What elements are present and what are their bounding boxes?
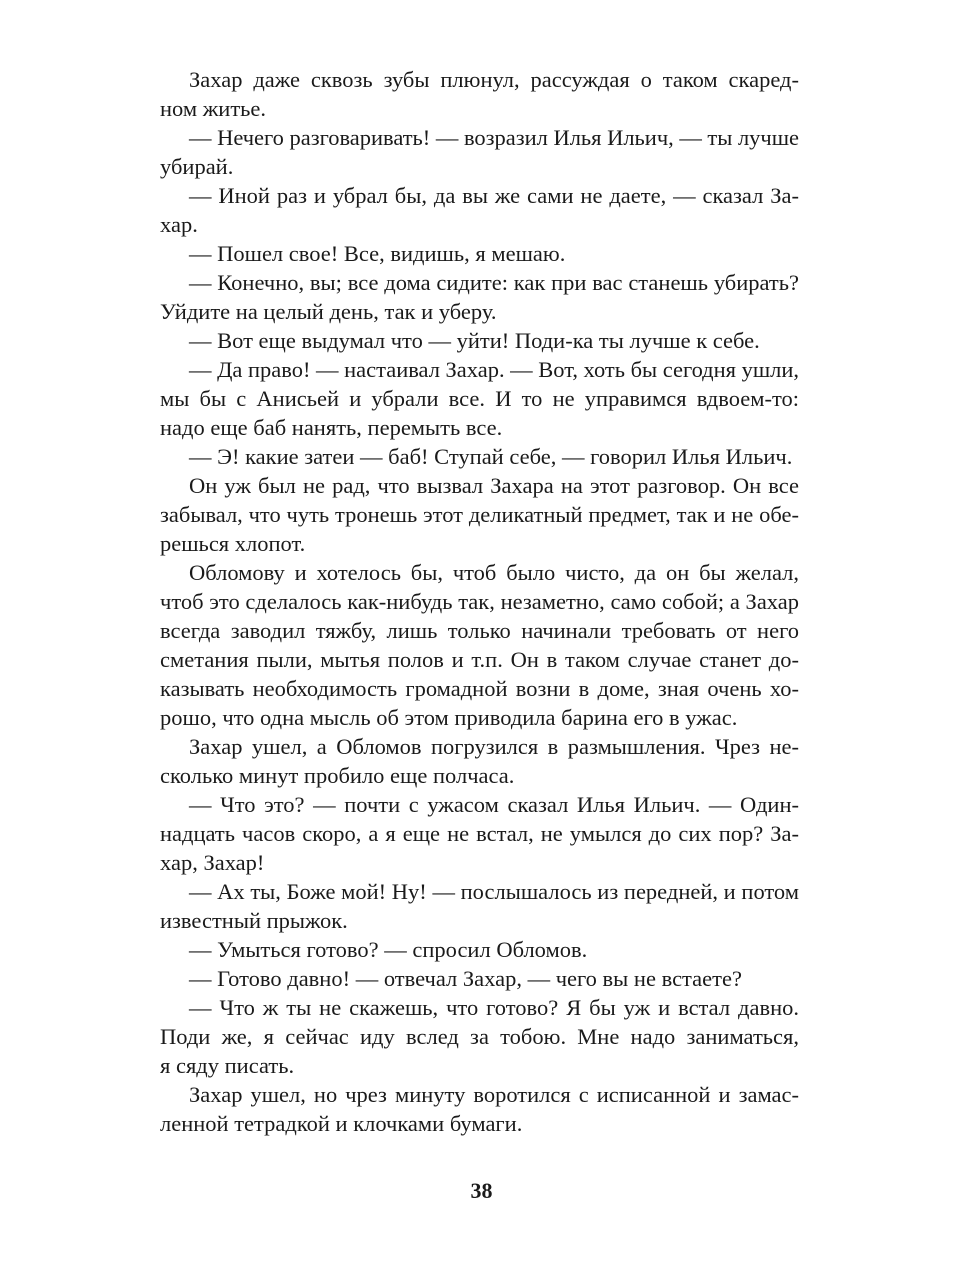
text-line: хар, Захар!	[160, 850, 265, 875]
paragraph	[131, 471, 799, 558]
text-line: известный прыжок.	[160, 908, 348, 933]
text-line: Захар ушел, а Обломов погрузился в размышления. Чрез не-	[189, 734, 799, 759]
text-line: Уйдите на целый день, так и уберу.	[160, 299, 497, 324]
text-line: всегда заводил тяжбу, лишь только начинали требовать от него	[160, 618, 799, 643]
text-line: — Да право! — настаивал Захар. — Вот, хоть бы сегодня ушли,	[189, 357, 800, 382]
text-line: чтоб это сделалось как-нибудь так, незаметно, само собой; а Захар	[160, 589, 799, 614]
text-line: — Вот еще выдумал что — уйти! Поди-ка ты лучше к себе.	[189, 328, 760, 353]
paragraph	[131, 964, 799, 993]
paragraph	[131, 790, 799, 877]
text-line: я сяду писать.	[160, 1053, 295, 1078]
text-line: казывать необходимость громадной возни в доме, зная очень хо-	[160, 676, 799, 701]
text-line: — Пошел свое! Все, видишь, я мешаю.	[189, 241, 566, 266]
page-number: 38	[470, 1178, 493, 1203]
text-line: сметания пыли, мытья полов и т.п. Он в таком случае станет до-	[160, 647, 799, 672]
text-line: Захар даже сквозь зубы плюнул, рассуждая о таком скаред-	[189, 67, 799, 92]
body-text	[131, 65, 799, 1138]
paragraph	[131, 355, 799, 442]
text-line: — Ах ты, Боже мой! Ну! — послышалось из передней, и потом	[189, 879, 799, 904]
text-line: — Нечего разговаривать! — возразил Илья Ильич, — ты лучше	[189, 125, 799, 150]
text-line: ленной тетрадкой и клочками бумаги.	[160, 1111, 523, 1136]
text-line: забывал, что чуть тронешь этот деликатный предмет, так и не обе-	[160, 502, 799, 527]
text-line: надцать часов скоро, а я еще не встал, не умылся до сих пор? За-	[160, 821, 799, 846]
paragraph	[131, 935, 799, 964]
text-line: надо еще баб нанять, перемыть все.	[160, 415, 503, 440]
text-line: — Что ж ты не скажешь, что готово? Я бы уж и встал давно.	[189, 995, 799, 1020]
text-line: убирай.	[160, 154, 234, 179]
text-line: ном житье.	[160, 96, 267, 121]
text-line: — Иной раз и убрал бы, да вы же сами не даете, — сказал За-	[189, 183, 799, 208]
paragraph	[131, 993, 799, 1080]
text-line: Он уж был не рад, что вызвал Захара на этот разговор. Он все	[189, 473, 799, 498]
text-line: мы бы с Анисьей и убрали все. И то не управимся вдвоем-то:	[160, 386, 799, 411]
text-line: — Что это? — почти с ужасом сказал Илья Ильич. — Один-	[189, 792, 799, 817]
text-line: — Э! какие затеи — баб! Ступай себе, — говорил Илья Ильич.	[189, 444, 793, 469]
paragraph	[131, 65, 799, 123]
paragraph	[131, 732, 799, 790]
paragraph	[131, 268, 799, 326]
text-line: решься хлопот.	[160, 531, 306, 556]
paragraph	[131, 1080, 799, 1138]
paragraph	[131, 326, 799, 355]
text-line: — Умыться готово? — спросил Обломов.	[189, 937, 588, 962]
paragraph	[131, 123, 799, 181]
paragraph	[131, 877, 799, 935]
paragraph	[131, 239, 799, 268]
text-line: — Конечно, вы; все дома сидите: как при вас станешь убирать?	[189, 270, 799, 295]
text-line: сколько минут пробило еще полчаса.	[160, 763, 515, 788]
text-line: — Готово давно! — отвечал Захар, — чего вы не встаете?	[189, 966, 742, 991]
paragraph	[131, 181, 799, 239]
paragraph	[131, 558, 799, 732]
text-line: Поди же, я сейчас иду вслед за тобою. Мне надо заниматься,	[160, 1024, 799, 1049]
paragraph	[131, 442, 799, 471]
text-line: рошо, что одна мысль об этом приводила барина его в ужас.	[160, 705, 738, 730]
text-line: Обломову и хотелось бы, чтоб было чисто, да он бы желал,	[189, 560, 799, 585]
text-line: Захар ушел, но чрез минуту воротился с исписанной и замас-	[189, 1082, 799, 1107]
text-line: хар.	[160, 212, 198, 237]
